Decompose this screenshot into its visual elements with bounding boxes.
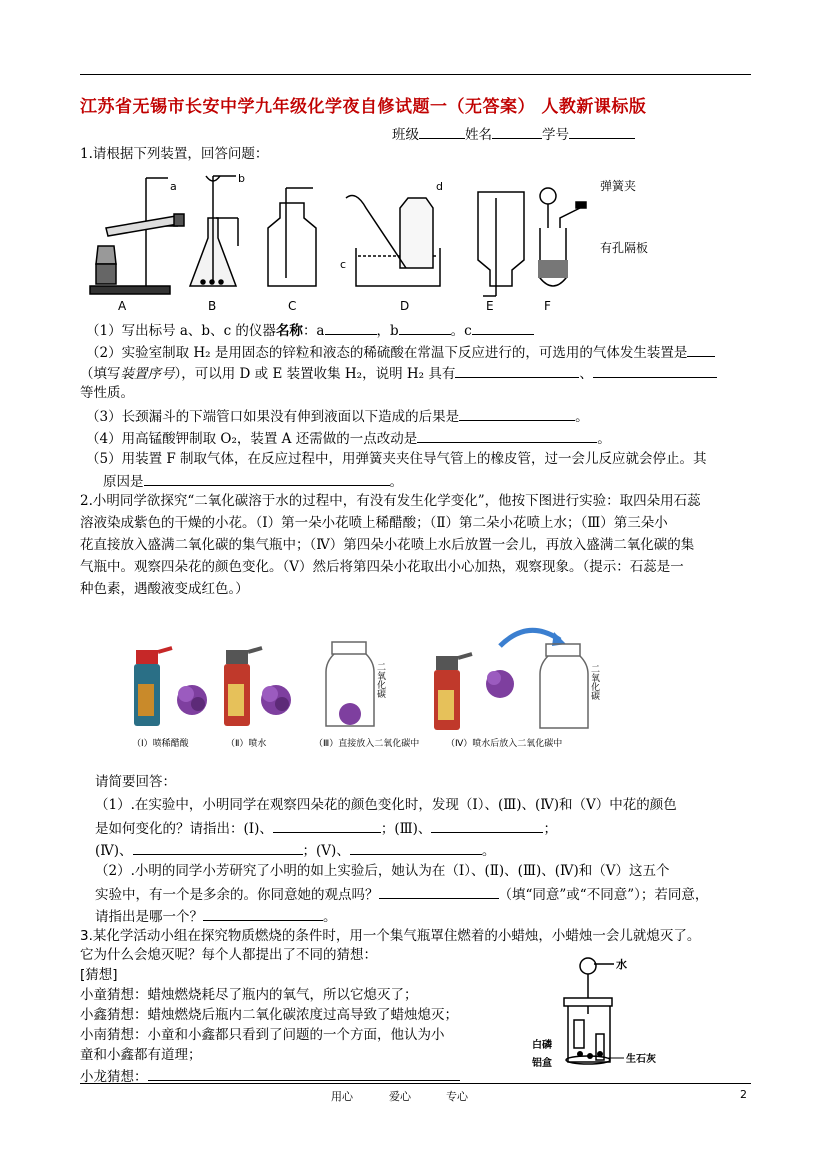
q1-p2-l2c: ），可以用 D 或 E 装置收集 H₂，说明 H₂ 具有 <box>174 366 456 382</box>
q2-a1-l2b: ；(Ⅲ)、 <box>380 821 432 837</box>
class-blank[interactable] <box>419 124 465 139</box>
q2-experiment-figure <box>128 612 610 754</box>
q1-p1-c: 。c <box>450 323 472 339</box>
label-f: F <box>544 299 551 313</box>
q2-line5: 种色素，遇酸液变成红色。） <box>80 581 249 597</box>
phosphorus-label: 白磷 <box>532 1040 552 1051</box>
bottom-rule <box>80 1083 751 1084</box>
id-blank[interactable] <box>569 124 635 139</box>
q2-a1-l3b: ；(Ⅴ)、 <box>302 843 350 859</box>
q2-a2-l2a: 实验中，有一个是多余的。你同意她的观点吗？ <box>95 887 379 903</box>
q1-p4-end: 。 <box>597 431 611 447</box>
q1-part5-line2 <box>103 471 403 492</box>
q1-stem: 1.请根据下列装置，回答问题： <box>80 146 269 162</box>
q2-a1-l2a: 是如何变化的？请指出：(Ⅰ)、 <box>95 821 273 837</box>
q1-p2-l2a: （填写 <box>80 366 121 382</box>
blank-guess-4[interactable] <box>148 1066 460 1081</box>
blank-property1[interactable] <box>455 363 579 378</box>
q2-a2-line1: （2）.小明的同学小芳研究了小明的如上实验后，她认为在（Ⅰ）、(Ⅱ)、(Ⅲ)、(Ⅳ)和（Ⅴ）这五个 <box>95 863 670 879</box>
caption-4: （Ⅳ）喷水后放入二氧化碳中 <box>446 739 563 749</box>
apparatus-a <box>90 178 184 294</box>
blank-agree[interactable] <box>379 884 499 899</box>
footer-word-1: 用心 <box>331 1090 353 1103</box>
name-label: 姓名 <box>465 127 492 143</box>
q1-part5-line1: （5）用装置 F 制取气体，在反应过程中，用弹簧夹夹住导气管上的橡皮管，过一会儿反应就会停止。其 <box>86 451 707 467</box>
caption-3: （Ⅲ）直接放入二氧化碳中 <box>314 739 420 749</box>
q1-p2-l1: （2）实验室制取 H₂ 是用固态的锌粒和液态的稀硫酸在常温下反应进行的，可选用的气体发生装置是 <box>86 345 688 361</box>
flower-3 <box>339 703 361 725</box>
q2-a2-l3a: 请指出是哪一个？ <box>95 909 203 925</box>
q2-a1-l3a: (Ⅳ)、 <box>95 843 133 859</box>
blank-b[interactable] <box>399 320 451 335</box>
caption-1: （Ⅰ）喷稀醋酸 <box>132 739 189 749</box>
q3-guess-1: 小童猜想：蜡烛燃烧耗尽了瓶内的氧气，所以它熄灭了； <box>80 987 418 1003</box>
page-number: 2 <box>740 1088 747 1101</box>
sprayer-4 <box>434 654 472 730</box>
q1-p3-end: 。 <box>575 409 589 425</box>
blank-reason[interactable] <box>144 471 390 486</box>
q2-a2-l3b: 。 <box>323 909 337 925</box>
class-label: 班级 <box>392 127 419 143</box>
q3-g4-label: 小龙猜想： <box>80 1069 148 1085</box>
q2-line4: 气瓶中。观察四朵花的颜色变化。（Ⅴ）然后将第四朵小花取出小心加热，观察现象。（提示：石蕊是一 <box>80 559 684 575</box>
q1-p2-l2d: 、 <box>579 366 593 382</box>
student-info <box>392 124 635 145</box>
blank-which[interactable] <box>203 906 323 921</box>
id-label: 学号 <box>542 127 569 143</box>
flower-2 <box>261 685 291 715</box>
pointer-b: b <box>238 172 245 185</box>
q2-a2-line2 <box>95 884 708 905</box>
q1-part2-line1 <box>86 342 715 363</box>
apparatus-f <box>538 188 586 286</box>
blank-property2[interactable] <box>593 363 717 378</box>
clip-label: 弹簧夹 <box>600 179 637 193</box>
plate-label: 有孔隔板 <box>600 241 649 255</box>
q3-guess-2: 小鑫猜想：蜡烛燃烧后瓶内二氧化碳浓度过高导致了蜡烛熄灭； <box>80 1007 458 1023</box>
q1-part1 <box>86 320 534 341</box>
q1-p2-l2b: 装置序号 <box>120 366 175 382</box>
quicklime-label: 生石灰 <box>626 1054 656 1065</box>
q1-p5-end: 。 <box>389 474 403 490</box>
q2-line3: 花直接放入盛满二氧化碳的集气瓶中；（Ⅳ）第四朵小花喷上水后放置一会儿，再放入盛满二氧化碳的集 <box>80 537 695 553</box>
q1-part2-line2 <box>80 363 717 384</box>
q2-a1-l3c: 。 <box>481 843 496 859</box>
apparatus-b <box>190 176 238 286</box>
q3-guess-3-line1: 小南猜想：小童和小鑫都只看到了问题的一个方面，他认为小 <box>80 1027 445 1043</box>
blank-change[interactable] <box>417 428 597 443</box>
pointer-d: d <box>436 180 443 193</box>
pointer-a: a <box>170 180 177 193</box>
q1-p1-text: （1）写出标号 a、b、c 的仪器 <box>86 323 276 339</box>
q1-p3: （3）长颈漏斗的下端管口如果没有伸到液面以下造成的后果是 <box>86 409 460 425</box>
jar-4 <box>540 644 588 728</box>
label-c: C <box>288 299 297 313</box>
label-b: B <box>208 299 217 313</box>
q3-line2: 它为什么会熄灭呢？每个人都提出了不同的猜想： <box>80 947 377 963</box>
q2-a1-line1: （1）.在实验中，小明同学在观察四朵花的颜色变化时，发现（Ⅰ）、(Ⅲ)、(Ⅳ)和（Ⅴ）中花的颜色 <box>95 797 677 813</box>
label-d: D <box>400 299 410 313</box>
apparatus-e <box>478 192 524 296</box>
q2-answer-intro: 请简要回答： <box>95 774 176 790</box>
footer-word-3: 专心 <box>446 1090 468 1103</box>
blank-generator[interactable] <box>687 342 715 357</box>
name-blank[interactable] <box>492 124 542 139</box>
blank-c[interactable] <box>472 320 534 335</box>
q2-a1-line3 <box>95 840 495 861</box>
apparatus-d <box>346 196 440 286</box>
jar-label-4: 二氧化碳 <box>589 664 599 700</box>
q1-part2-line3: 等性质。 <box>80 385 134 401</box>
blank-flower-5[interactable] <box>350 840 482 855</box>
document-title: 江苏省无锡市长安中学九年级化学夜自修试题一（无答案） 人教新课标版 <box>80 97 647 117</box>
flower-4 <box>486 670 514 698</box>
q3-guess-title: [猜想] <box>80 967 118 983</box>
blank-a[interactable] <box>325 320 377 335</box>
q2-a2-l2b: （填“同意”或“不同意”）；若同意， <box>498 887 709 903</box>
q1-p1-a: ：a <box>302 323 325 339</box>
caption-2: （Ⅱ）喷水 <box>226 739 267 749</box>
footer-word-2: 爱心 <box>389 1090 411 1103</box>
q2-a2-line3 <box>95 906 337 927</box>
q1-p1-b: ，b <box>376 323 399 339</box>
top-rule <box>80 74 751 75</box>
aluminum-box-label: 铝盒 <box>532 1058 552 1069</box>
blank-flower-1[interactable] <box>273 818 381 833</box>
q3-candle-figure <box>532 950 672 1078</box>
q1-p1-bold: 名称 <box>275 323 303 339</box>
q1-p4: （4）用高锰酸钾制取 O₂，装置 A 还需做的一点改动是 <box>86 431 418 447</box>
jar-label-3: 二氧化碳 <box>375 662 385 698</box>
pointer-c: c <box>340 258 347 271</box>
q2-a1-line2 <box>95 818 557 839</box>
q1-part3 <box>86 406 589 427</box>
q3-line1: 3.某化学活动小组在探究物质燃烧的条件时，用一个集气瓶罩住燃着的小蜡烛，小蜡烛一会儿就熄灭了。 <box>80 928 701 944</box>
flower-1 <box>177 685 207 715</box>
sprayer-2 <box>224 648 262 726</box>
label-e: E <box>486 299 494 313</box>
water-label: 水 <box>616 958 627 971</box>
q1-apparatus-figure <box>88 168 668 316</box>
blank-consequence[interactable] <box>459 406 575 421</box>
blank-flower-4[interactable] <box>133 840 303 855</box>
sprayer-1 <box>134 648 172 726</box>
q2-a1-l2c: ； <box>543 821 557 837</box>
blank-flower-3[interactable] <box>431 818 543 833</box>
q2-line2: 溶液染成紫色的干燥的小花。（Ⅰ）第一朵小花喷上稀醋酸；（Ⅱ）第二朵小花喷上水；（Ⅲ）第三朵小 <box>80 515 668 531</box>
label-a: A <box>118 299 127 313</box>
q1-part4 <box>86 428 611 449</box>
apparatus-c <box>268 188 316 286</box>
q1-p5-l2: 原因是 <box>103 474 144 490</box>
q2-line1: 2.小明同学欲探究“二氧化碳溶于水的过程中，有没有发生化学变化”，他按下图进行实验：取四朵用石蕊 <box>80 493 701 509</box>
q3-guess-3-line2: 童和小鑫都有道理； <box>80 1047 202 1063</box>
